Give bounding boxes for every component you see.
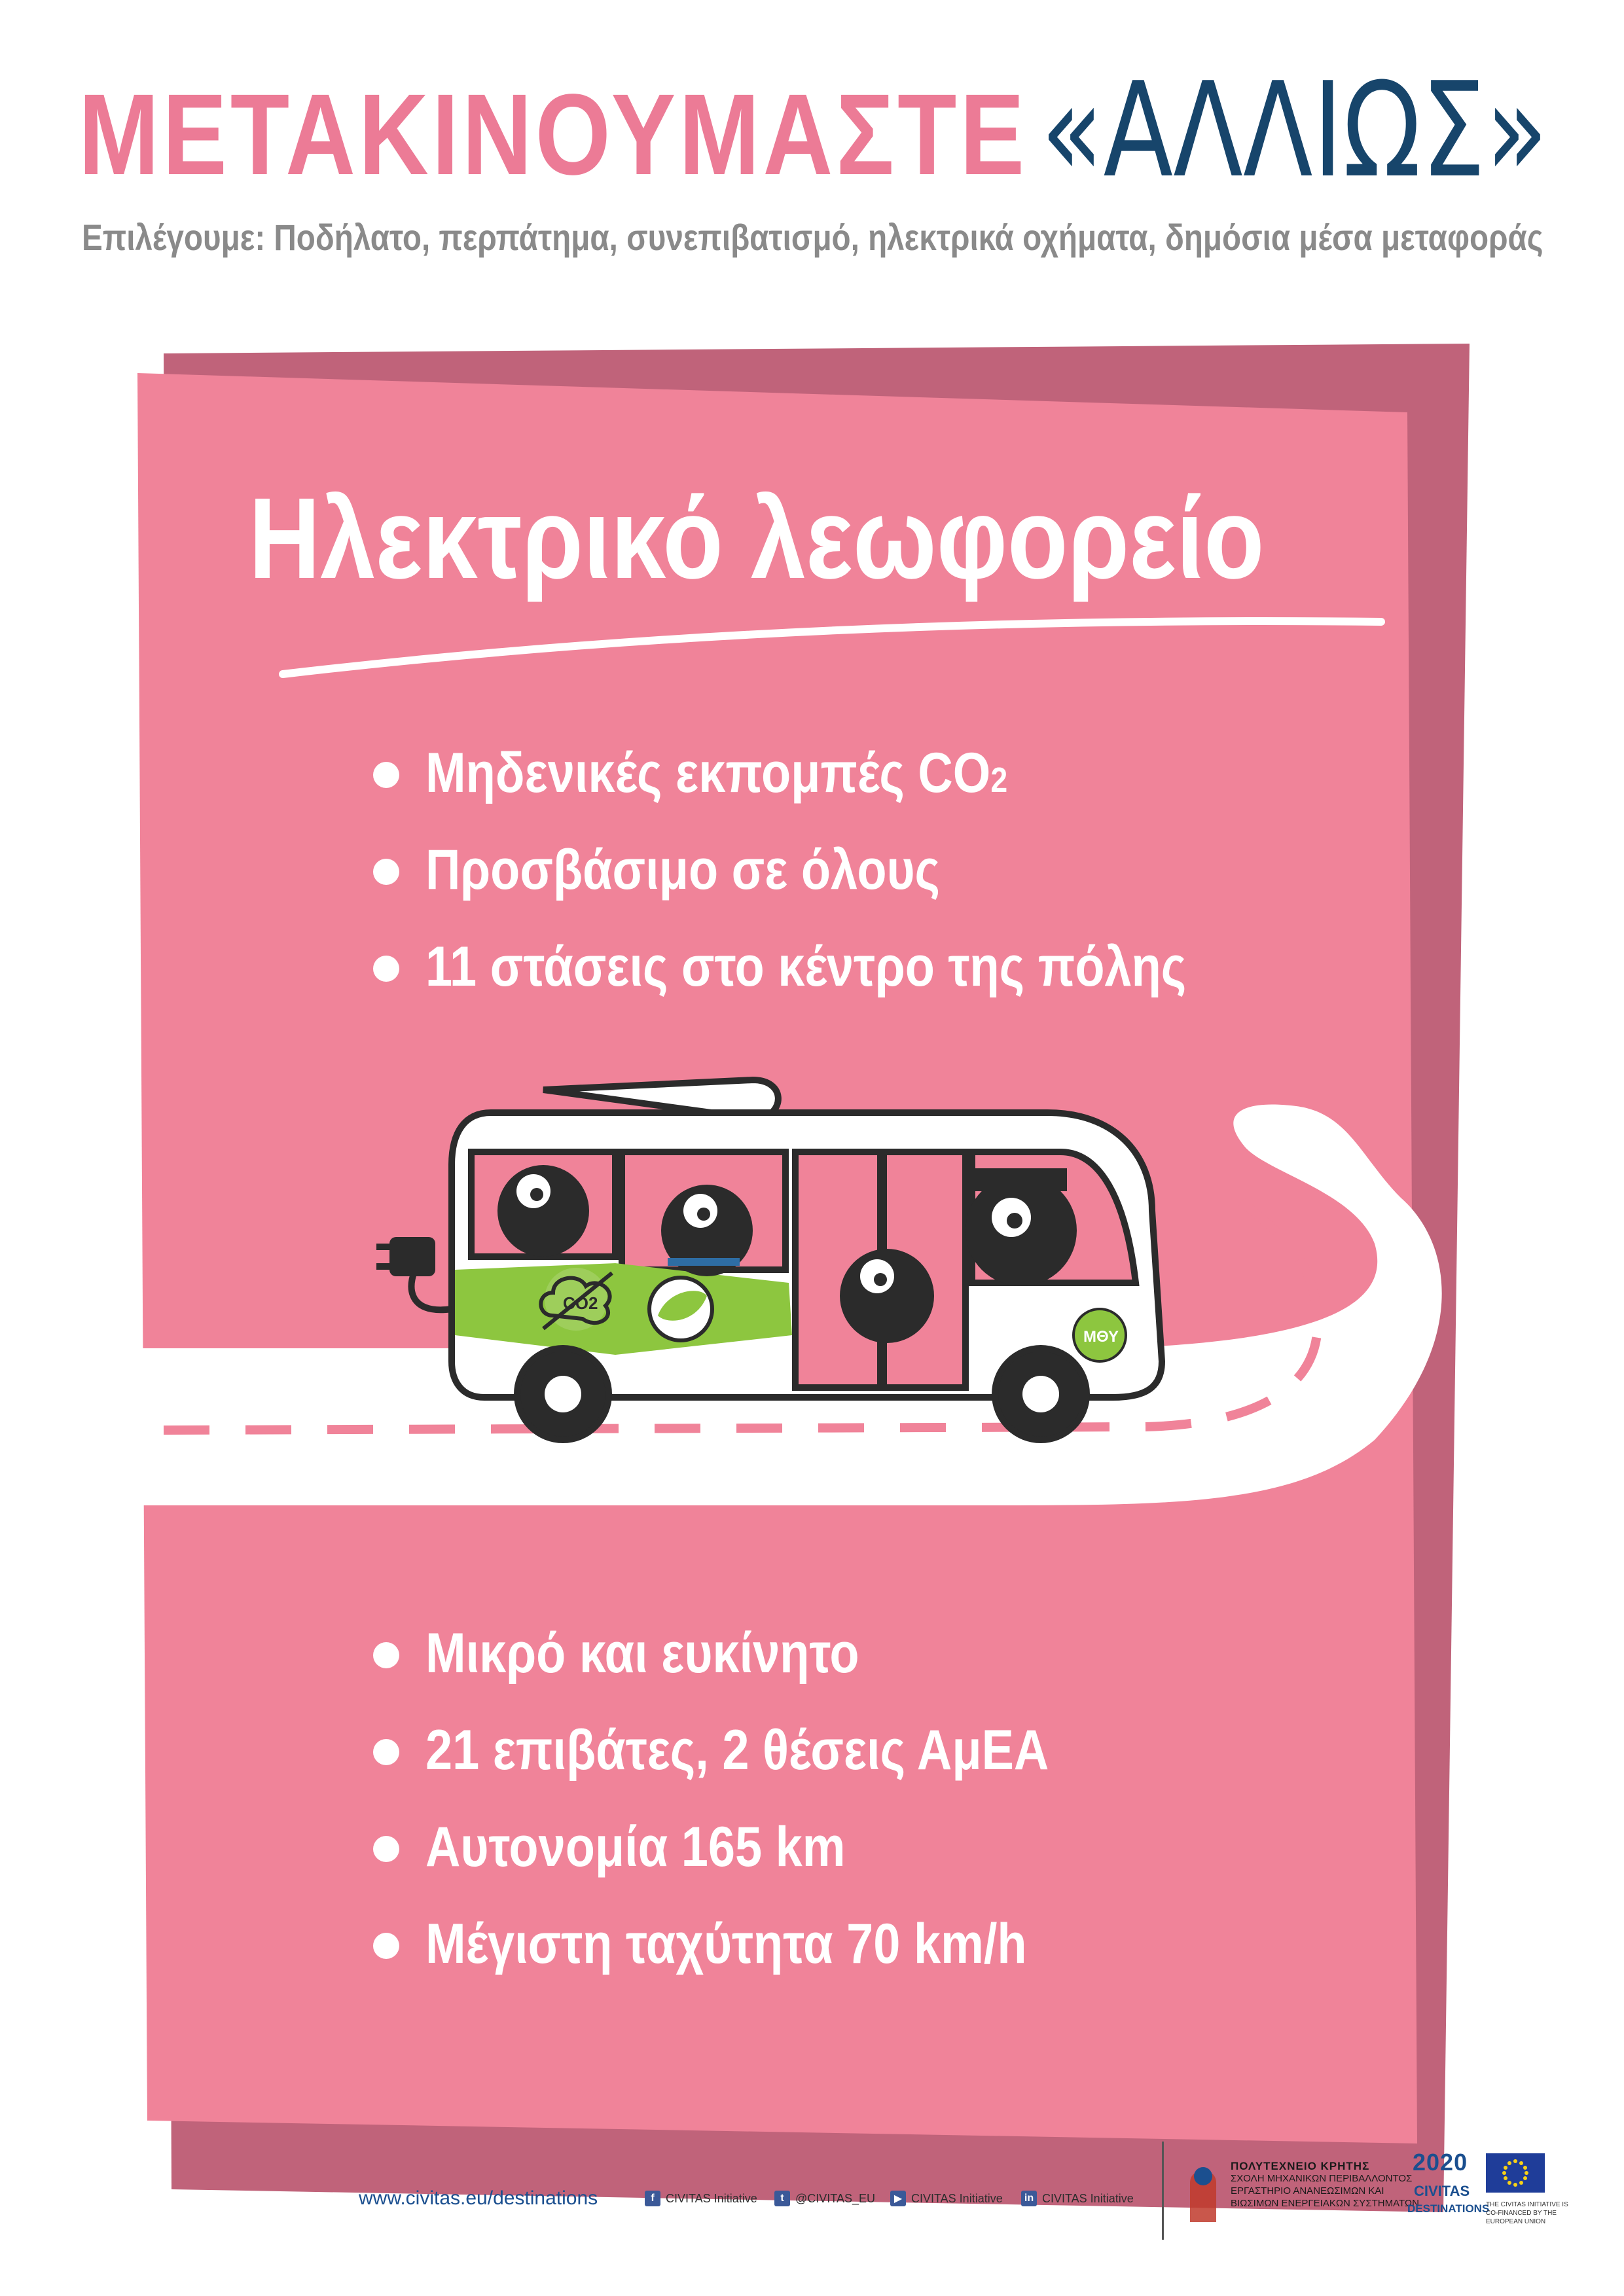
poster-title-accent: «ΑΛΛΙΩΣ» (1041, 54, 1548, 207)
footer-website-link[interactable]: www.civitas.eu/destinations (359, 2187, 598, 2209)
list-item: Μηδενικές εκπομπές CO2 (373, 745, 1310, 842)
footer-linkedin-link[interactable]: in CIVITAS Initiative (1021, 2189, 1134, 2208)
youtube-icon: ▶ (890, 2191, 906, 2206)
org-badge-label: ΜΘΥ (1083, 1328, 1119, 1346)
bullet-dot-icon (373, 762, 399, 788)
list-item: Προσβάσιμο σε όλους (373, 842, 1310, 939)
bullet-dot-icon (373, 859, 399, 885)
poster-title: ΜΕΤΑΚΙΝΟΥΜΑΣΤΕ (79, 71, 1028, 199)
bullet-dot-icon (373, 1933, 399, 1959)
feature-list-top (373, 742, 1310, 1035)
linkedin-icon: in (1021, 2191, 1037, 2206)
bullet-dot-icon (373, 1836, 399, 1862)
co2-subscript: 2 (990, 761, 1008, 800)
facebook-icon: f (645, 2191, 660, 2206)
university-name: ΠΟΛΥΤΕΧΝΕΙΟ ΚΡΗΤΗΣ ΣΧΟΛΗ ΜΗΧΑΝΙΚΩΝ ΠΕΡΙΒΑΛΛΟΝΤΟΣ ΕΡΓΑΣΤΗΡΙΟ ΑΝΑΝΕΩΣΙΜΩΝ ΚΑΙ ΒΙΩΣΙΜΩΝ ΕΝΕΡΓΕΙΑΚΩΝ ΣΥΣΤΗΜΑΤΩΝ (1231, 2160, 1419, 2209)
bullet-dot-icon (373, 1739, 399, 1765)
eu-cofinancing-note: THE CIVITAS INITIATIVE IS CO-FINANCED BY THE EUROPEAN UNION (1486, 2201, 1568, 2225)
footer-facebook-link[interactable]: f CIVITAS Initiative (645, 2189, 757, 2208)
twitter-icon: t (774, 2191, 790, 2206)
feature-list-bottom (373, 1622, 1150, 2013)
poster-subtitle: Επιλέγουμε: Ποδήλατο, περπάτημα, συνεπιβατισμό, ηλεκτρικά οχήματα, δημόσια μέσα μεταφοράς (82, 217, 1543, 258)
poster-heading: Ηλεκτρικό λεωφορείο (249, 475, 1265, 603)
footer-twitter-link[interactable]: t @CIVITAS_EU (774, 2189, 875, 2208)
list-item: Μικρό και ευκίνητο (373, 1625, 1150, 1722)
list-item: 21 επιβάτες, 2 θέσεις ΑμΕΑ (373, 1722, 1150, 1819)
list-item: 11 στάσεις στο κέντρο της πόλης (373, 939, 1310, 1035)
org-badge-icon (1074, 1309, 1126, 1361)
bullet-dot-icon (373, 1642, 399, 1668)
list-item: Μέγιστη ταχύτητα 70 km/h (373, 1916, 1150, 2013)
university-logo-icon (1183, 2157, 1223, 2229)
civitas-year: 2020 (1413, 2149, 1468, 2176)
bullet-dot-icon (373, 956, 399, 982)
footer-youtube-link[interactable]: ▶ CIVITAS Initiative (890, 2189, 1003, 2208)
footer-divider (1162, 2142, 1164, 2240)
civitas-logo-text: CIVITAS (1414, 2183, 1470, 2199)
eu-flag-icon (1486, 2153, 1545, 2193)
leaf-icon (649, 1278, 712, 1340)
co2-badge-label: CO2 (563, 1293, 598, 1313)
list-item: Αυτονομία 165 km (373, 1819, 1150, 1916)
civitas-tagline: DESTINATIONS (1407, 2202, 1490, 2215)
